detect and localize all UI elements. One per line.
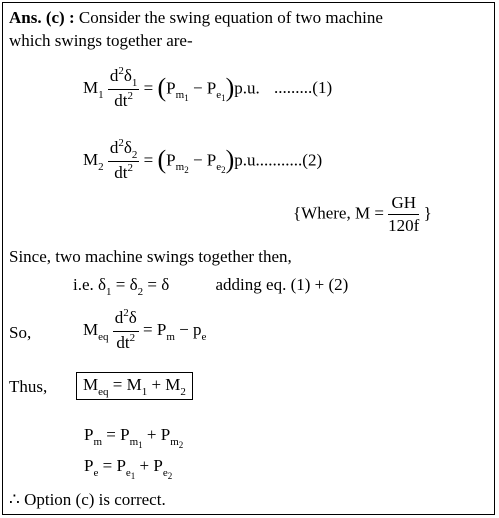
meq-boxed-equation: $M_{eq} = M_1 + M_2$ — [76, 372, 193, 400]
eq2-derivative: $\frac{d^2\delta_2}{dt^2}$ — [109, 137, 138, 182]
where-prefix: {Where, M = — [293, 203, 384, 223]
ie-line: i.e. $\delta_1 = \delta_2 = \delta$ adding eq. (1) + (2) — [73, 275, 349, 298]
where-denominator: 120f — [388, 216, 420, 235]
conclusion-line — [9, 490, 166, 510]
eq1-derivative: $\frac{d^2\delta_1}{dt^2}$ — [109, 65, 138, 110]
combined-equation: $M_{eq}$ $\frac{d^2\delta}{dt^2}$ = $P_m - p_e$ — [83, 308, 206, 355]
equation-2: $M_2$ $\frac{d^2\delta_2}{dt^2}$ = $(P_{m_2} - P_{e_2})p.u...........(2)$ — [83, 138, 322, 185]
eq2-unit: p.u. — [234, 150, 260, 170]
where-definition — [293, 193, 432, 236]
pm-equation: $P_m = P_{m_1} + P_{m_2}$ — [84, 425, 184, 450]
intro-line-2: which swings together are- — [9, 31, 193, 50]
adding-note: adding eq. (1) + (2) — [215, 275, 349, 294]
where-suffix: } — [423, 203, 432, 223]
equation-1: $M_1$ $\frac{d^2\delta_1}{dt^2}$ = $(P_{m_1} - P_{e_1})p.u$. .........(1) — [83, 66, 332, 113]
intro-line-1 — [9, 8, 383, 28]
combined-derivative: $\frac{d^2\delta}{dt^2}$ — [114, 307, 137, 352]
thus-label: Thus, — [9, 377, 48, 396]
therefore-symbol: ∴ — [9, 490, 20, 509]
answer-label: Ans. (c) : — [9, 8, 75, 27]
conclusion-text: Option (c) is correct. — [24, 490, 166, 509]
eq2-reference: ..........(2) — [259, 150, 323, 170]
eq1-unit: p.u. — [234, 78, 260, 98]
ie-prefix: i.e. — [73, 275, 94, 294]
pe-equation: $P_e = P_{e_1} + P_{e_2}$ — [84, 456, 173, 481]
where-fraction — [388, 193, 419, 236]
where-numerator: GH — [388, 193, 419, 215]
so-label: So, — [9, 323, 32, 342]
intro-text-1: Consider the swing equation of two machine — [78, 8, 383, 27]
since-line: Since, two machine swings together then, — [9, 247, 292, 266]
eq1-reference: .........(1) — [274, 78, 333, 98]
